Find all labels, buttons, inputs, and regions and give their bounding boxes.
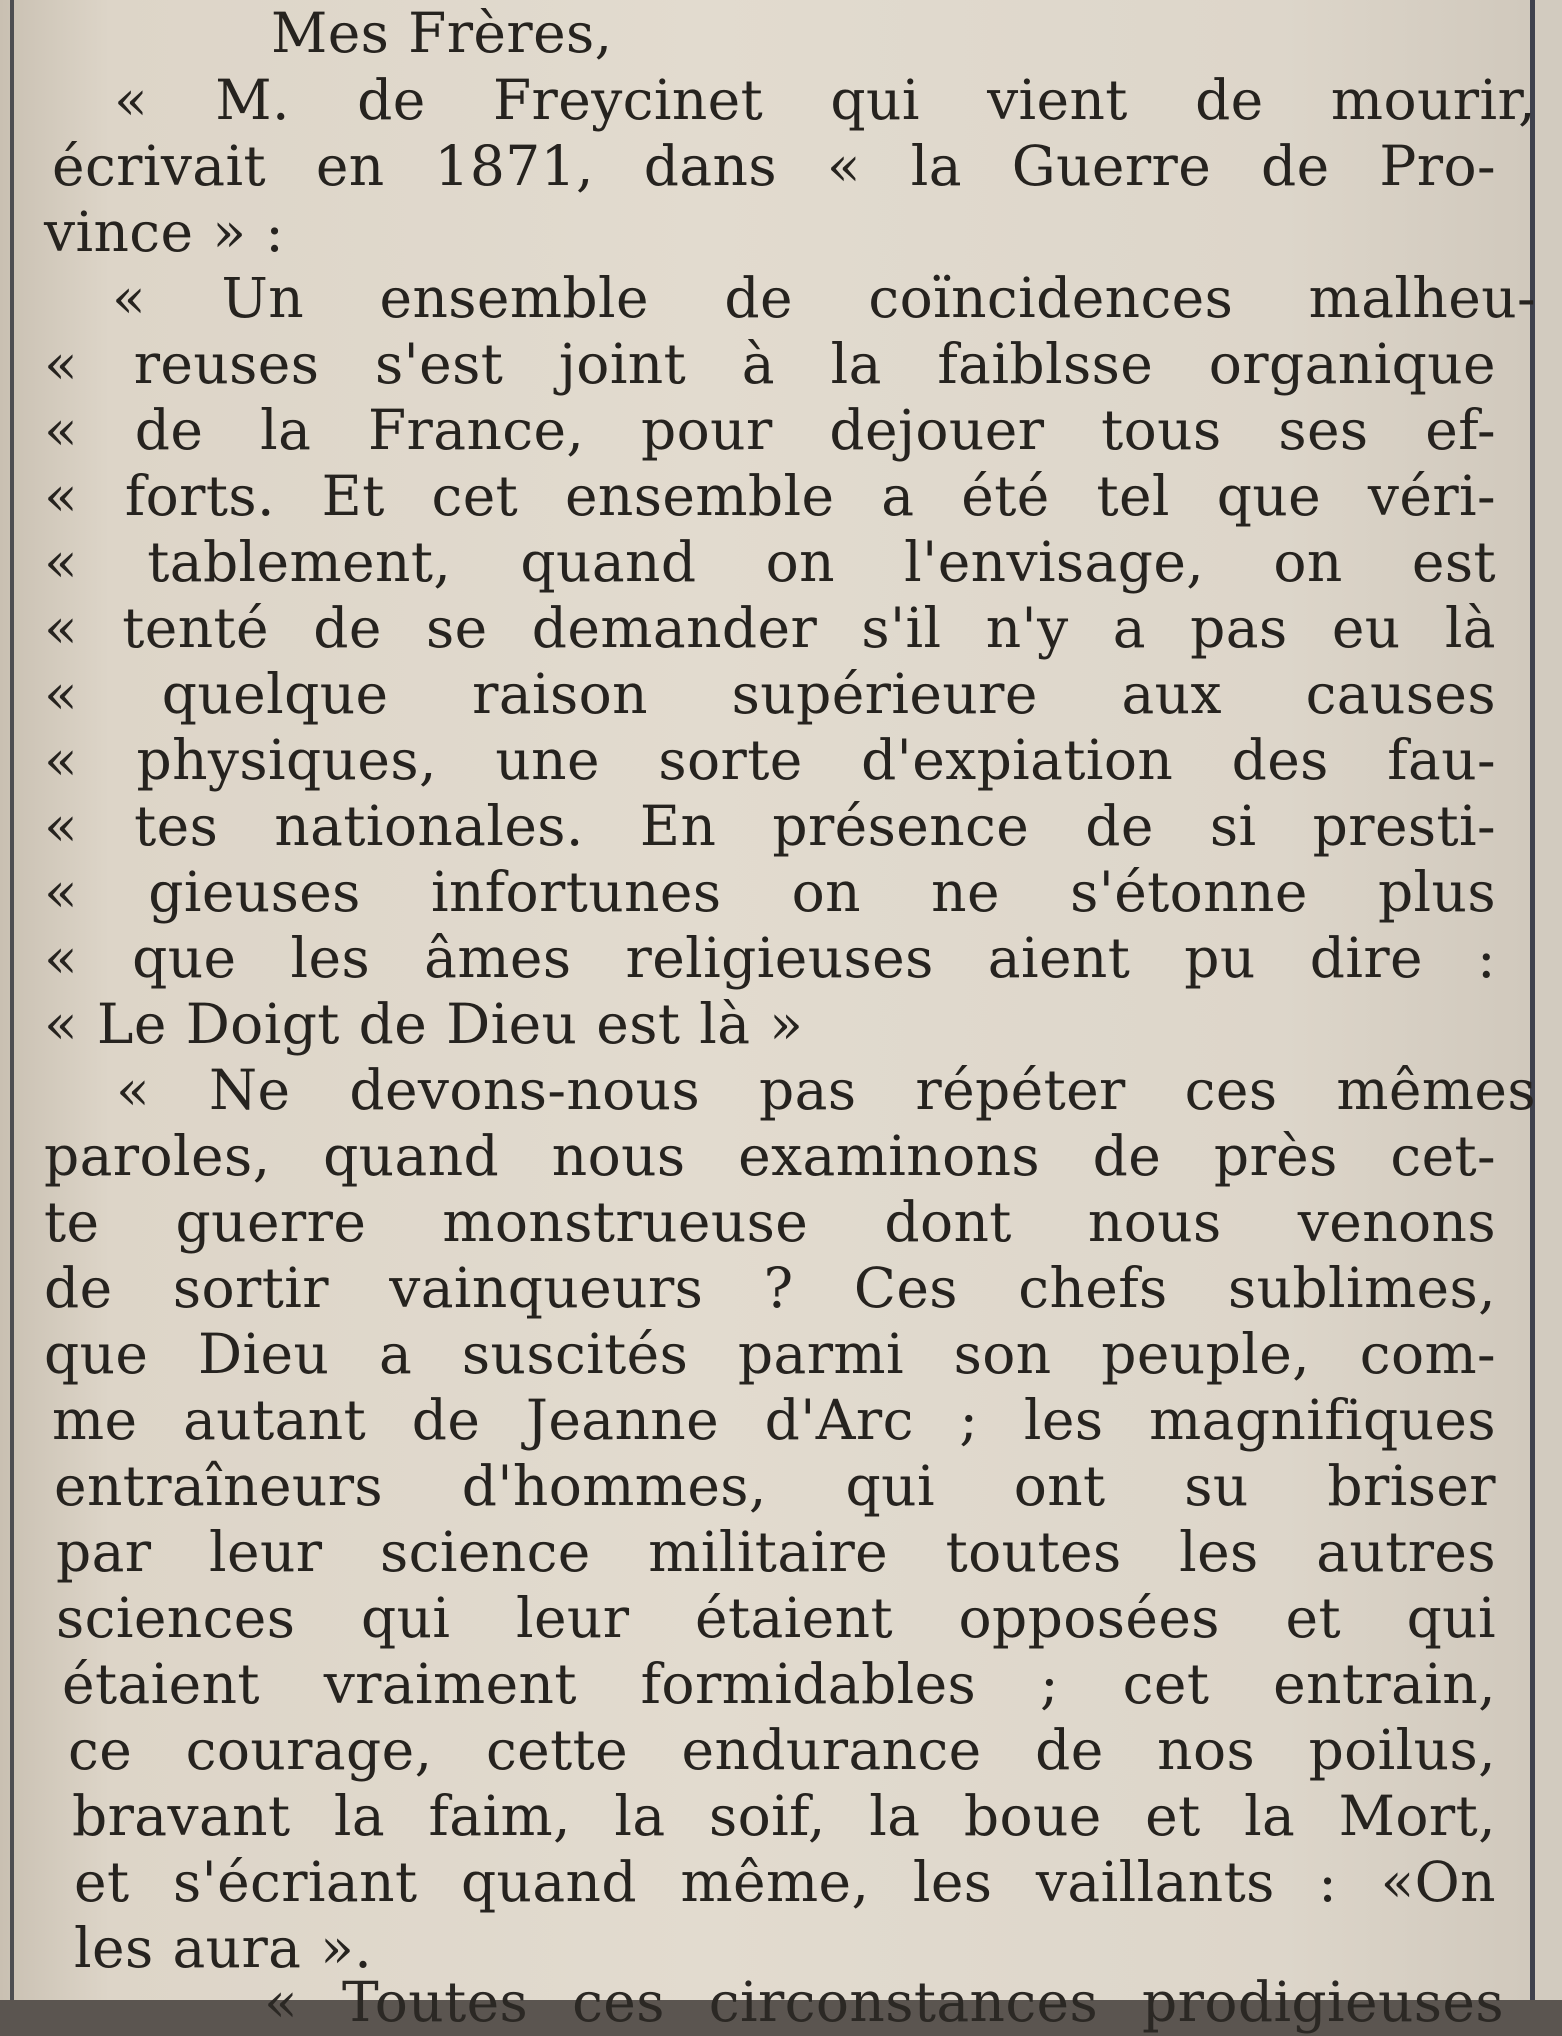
article-line: « gieuses infortunes on ne s'étonne plus <box>44 860 1496 924</box>
article-line: « quelque raison supérieure aux causes <box>44 662 1496 726</box>
article-line: par leur science militaire toutes les autres <box>56 1520 1496 1584</box>
right-margin <box>1535 0 1562 2000</box>
article-line: vince » : <box>44 200 285 264</box>
article-line: « M. de Freycinet qui vient de mourir, <box>114 68 1536 132</box>
left-column-rule <box>10 0 14 2000</box>
article-line: entraîneurs d'hommes, qui ont su briser <box>54 1454 1496 1518</box>
article-column <box>44 0 1536 2034</box>
article-line: « Ne devons-nous pas répéter ces mêmes <box>116 1058 1536 1122</box>
article-line: sciences qui leur étaient opposées et qui <box>56 1586 1496 1650</box>
article-greeting: Mes Frères, <box>271 1 613 65</box>
article-line: « physiques, une sorte d'expiation des fau- <box>44 728 1496 792</box>
article-line: que Dieu a suscités parmi son peuple, com- <box>44 1322 1496 1386</box>
article-line: te guerre monstrueuse dont nous venons <box>44 1190 1496 1254</box>
article-line: étaient vraiment formidables ; cet entrain, <box>62 1652 1496 1716</box>
article-line: de sortir vainqueurs ? Ces chefs sublimes, <box>44 1256 1496 1320</box>
article-line: « forts. Et cet ensemble a été tel que véri- <box>44 464 1496 528</box>
article-line: « reuses s'est joint à la faiblsse organique <box>44 332 1496 396</box>
article-line: « de la France, pour dejouer tous ses ef- <box>44 398 1496 462</box>
article-line: « tes nationales. En présence de si presti- <box>44 794 1496 858</box>
article-line: « tenté de se demander s'il n'y a pas eu là <box>44 596 1496 660</box>
article-line: « tablement, quand on l'envisage, on est <box>44 530 1496 594</box>
article-line: bravant la faim, la soif, la boue et la Mort, <box>72 1784 1496 1848</box>
article-line: paroles, quand nous examinons de près cet- <box>44 1124 1496 1188</box>
article-line: les aura ». <box>74 1916 373 1980</box>
article-line: « que les âmes religieuses aient pu dire : <box>44 926 1496 990</box>
article-line: me autant de Jeanne d'Arc ; les magnifiques <box>52 1388 1496 1452</box>
article-line: et s'écriant quand même, les vaillants : «On <box>74 1850 1496 1914</box>
article-line: écrivait en 1871, dans « la Guerre de Pro- <box>52 134 1496 198</box>
article-line: « Un ensemble de coïncidences malheu- <box>112 266 1536 330</box>
article-line: « Le Doigt de Dieu est là » <box>44 992 804 1056</box>
article-line-cut-off: « Toutes ces circonstances prodigieuses <box>264 1970 1504 2034</box>
article-line: ce courage, cette endurance de nos poilus, <box>68 1718 1496 1782</box>
